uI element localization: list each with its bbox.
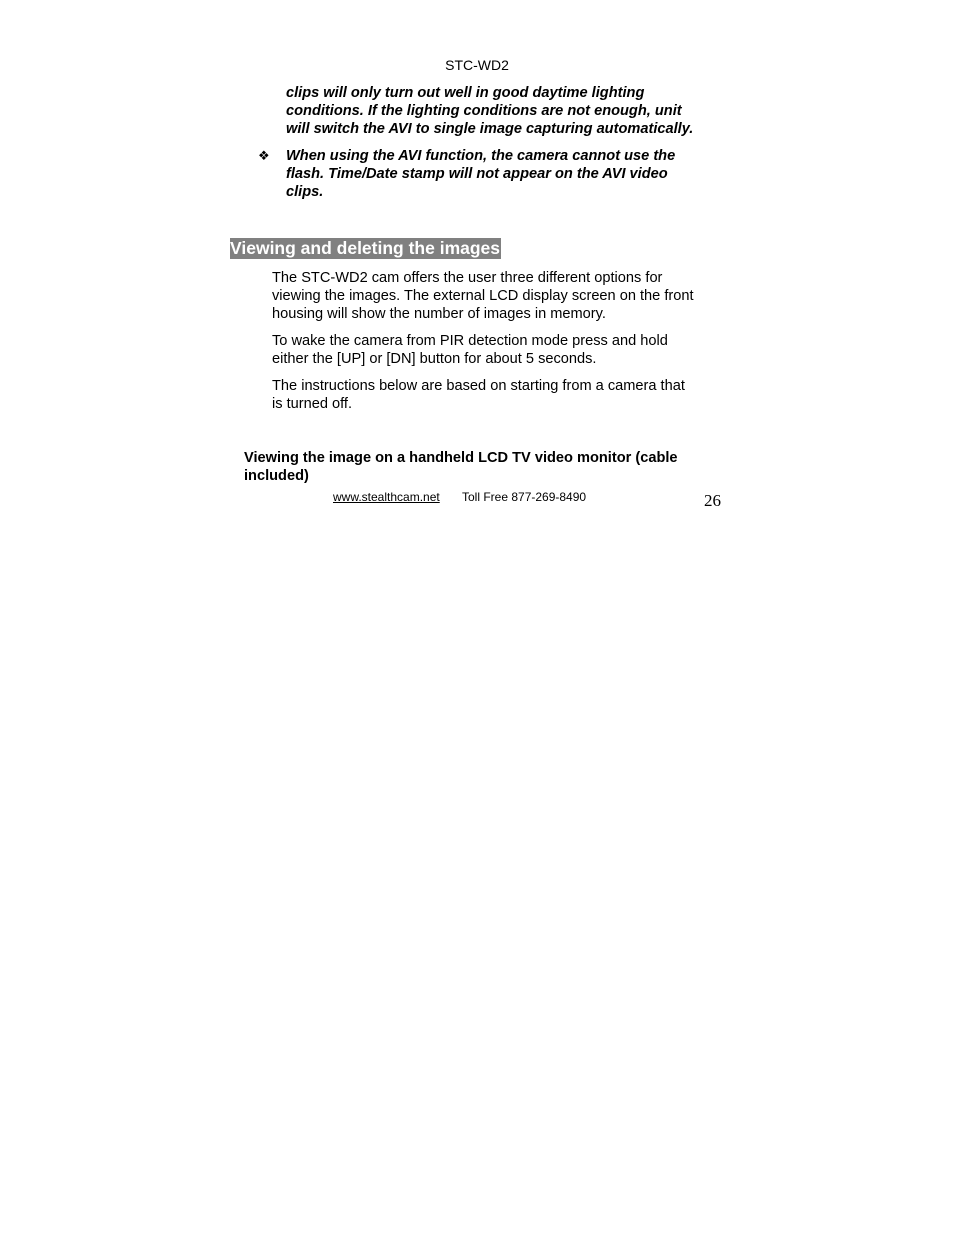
paragraph-line: either the [UP] or [DN] button for about 5 seconds.: [272, 351, 597, 367]
bullet-line: clips.: [286, 184, 324, 200]
subheading-line: included): [244, 468, 309, 484]
avi-bullet-note: [286, 147, 736, 201]
subsection-heading: [244, 449, 724, 485]
paragraph-line: is turned off.: [272, 396, 353, 412]
paragraph-line: The STC-WD2 cam offers the user three different options for: [272, 270, 663, 286]
page-number: 26: [704, 491, 721, 510]
paragraph-line: viewing the images. The external LCD display screen on the front: [272, 288, 694, 304]
subheading-line: Viewing the image on a handheld LCD TV video monitor (cable: [244, 450, 678, 466]
paragraph-line: To wake the camera from PIR detection mode press and hold: [272, 333, 668, 349]
page-header-title: STC-WD2: [445, 57, 509, 73]
toll-free-phone: Toll Free 877-269-8490: [462, 490, 587, 504]
website-link[interactable]: www.stealthcam.net: [333, 490, 440, 504]
section-heading: Viewing and deleting the images: [230, 238, 501, 258]
note-line: clips will only turn out well in good daytime lighting: [286, 85, 645, 101]
note-line: will switch the AVI to single image capturing automatically.: [286, 121, 694, 137]
diamond-bullet-icon: ❖: [258, 148, 270, 163]
continued-note: [286, 84, 736, 138]
paragraph-line: The instructions below are based on starting from a camera that: [272, 378, 685, 394]
note-line: conditions. If the lighting conditions are not enough, unit: [286, 103, 682, 119]
paragraph-wake: [272, 332, 732, 368]
paragraph-instructions: [272, 377, 732, 413]
paragraph-line: housing will show the number of images in memory.: [272, 306, 606, 322]
bullet-line: flash. Time/Date stamp will not appear on the AVI video: [286, 166, 668, 182]
bullet-line: When using the AVI function, the camera cannot use the: [286, 148, 676, 164]
paragraph-options: [272, 269, 732, 323]
